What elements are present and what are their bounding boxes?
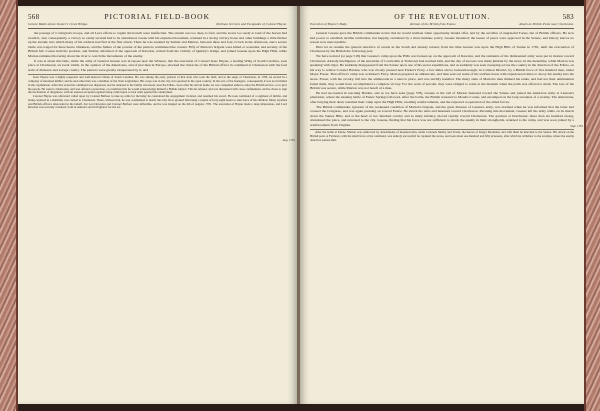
footnote: After the battle at Eutaw, Marion was reinforced by detachments of mounted men, under Colonels Shelby and Sevier, the heroes of King's Mountain, and with them he marched to the Santee. His attack on the British posts at Fairlawn, with the small force at his command, was entirely successful; he captured the stores, and took about one hundred and fifty prisoners, after which he withdrew to the swamps, where the enemy dared not pursue him.	[310, 130, 574, 142]
left-marginal-date: Aug. 1781	[282, 138, 295, 142]
right-page-number: 583	[562, 13, 574, 21]
paragraph: the passage of Covington's troops, and all Lee's efforts to regain the branch were ineffectual. The stream was too deep to ford, and the stores too ready to land of the horses had swum it, and, consequently, a victory so easily secured had to be abandoned. Green with his exploited horsemen, returned in a strong calvary horse and other buildings a little further up the stream; into which many of his soldiers had fled at the first attack. There he was assailed by Sumter and Marion, between three and four o'clock in the afternoon, and a severe battle was waged for three hours. Darkness, and the failure of the powder of the patriots, terminated the contest. Fifty of Marion's brigade were killed or wounded, and seventy of the British fell. Coates held his position, and Sumter, informed of the approach of Rawdon, retired from the vicinity of Quinby's bridge, and joined Greene upon the High Hills, while Marion remained hovering about the river to watch the movements of the enemy.	[28, 31, 287, 58]
left-running-head	[28, 12, 287, 21]
left-side-heads	[28, 21, 287, 29]
paragraph: It was at about this time, while the army of General Greene was in repose near the Wateree, that the execution of Colonel Isaac Hayne, a leading Whig of South Carolina, took place at Charleston; an event which, in the opinion of the Americans, and of just men in Europe, shocked the character of the British officer in command at Charleston with the foul stain of dishonor and savage cruelty. The patriots were greatly exasperated by it, and	[28, 58, 287, 72]
paragraph: Here let us resume the general narrative of events in the South and already related, from the time Greene was upon the High Hills of Santee in 1781, until the evacuation of Charleston by the British the following year.	[310, 44, 574, 54]
right-side-head: Attack on British Posts near Charleston.	[518, 22, 574, 26]
paragraph: General Greene gave the British commander notice that he would retaliate when opportunity should offer, and by the sacrifice of ungrateful Tories, but of British officers. He now had power to establish terrible retribution, but happily, restrained by a more humane policy, Greene hesitated; the issues of peace were approved in the Senate, and history knows no reason now unacceptable.	[310, 31, 574, 45]
left-side-head: Greene Battle above Sumter's Creek Bridge.	[28, 22, 88, 26]
right-footnotes	[310, 129, 574, 142]
paragraph: We have noticed (at page 518) that Greene's camp upon the Hills was broken up on the approach of Rawdon, and the remnants of his dismounted army were put in motion toward Charleston. Already intelligence of the surrender of Cornwallis at Yorktown had reached him, and the day of success was made jubilant by the news. In the meantime, while Marion was speaking with vigor. He suddenly disappeared from the Santee upon one of his secret expeditions, and as suddenly was seen sweeping across the country in the direction of the Edisto, on his way to relieve Colonel Harden, who was closely pressed near Parker's Ferry, a few miles above Jacksonborough, in Colleton District, by a British force of five hundred men, under Major Fraser. That officer's camp was at Parker's Ferry. Marion prepared an ambuscade, and then sent out some of his swiftest horse with experienced riders to decoy his enemy into the snare. Fraser, with his cavalry, fell into the ambuscade in a narrow place, and was terribly handled. The many slain of Marion's men thinned his ranks, and had not their ammunition failed them, they would have accomplished a complete victory. For the want of powder, they were obliged to retire at the moment when the palm was offered to them. The loss of the British was severe, while Marion was not bereft of a man.	[310, 53, 574, 91]
left-body-text	[28, 31, 287, 72]
footnote: Colonel Hayne was afterward called upon by Colonel Balfour to take up arms for the king; he considered his engagement violated, and resumed his sword. He took command of a regiment of militia, and being captured in a skirmish, was carried to Charleston. There, without trial, he was condemned to death; the only favor granted him being a respite of forty-eight hours to take leave of his children. Many loyalists and British officers interceded in his behalf, but Lord Rawdon and Colonel Balfour were inflexible, and he was hanged on the 4th of August, 1781. The execution of Hayne made a deep impression, and Lord Rawdon was severely censured, both in America and in England, for the act.	[28, 94, 287, 110]
left-side-head: Partisan Services and Escapades of Colonel Hayne.	[216, 22, 287, 26]
paragraph: He had succeeded in rescuing Harden, and as we have seen (page 578), Greene at the call of Marion hastened toward the Santee and joined the American army at Laurens's plantation, where the ensuing battle of Eutaw Springs followed. After the battle, the British retreated to Monk's Corner, and encamped on the long savannas of a swamp. The Americans, after burying their dead, resumed their camp upon the High Hills, awaiting reinforcements, and the expected cooperation of the allied forces.	[310, 90, 574, 104]
right-side-heads	[310, 21, 574, 29]
right-page	[300, 6, 584, 404]
left-page	[18, 6, 297, 404]
left-footnotes	[28, 74, 287, 110]
left-page-title: PICTORIAL FIELD-BOOK	[104, 12, 211, 21]
left-page-edge-marbled	[0, 0, 18, 411]
left-page-number: 568	[28, 13, 40, 21]
right-side-head: Execution of Hayne's Body.	[310, 22, 348, 26]
right-marginal-date: Sept. 1781	[570, 124, 583, 128]
paragraph: The British commander, ignorant of the weakened condition of Marion's brigade, and the great distance of Greene's army, was alarmed when he was informed that the latter had crossed the Congaree, and was again pressing on toward Eutaw. He struck his tents and hastened toward Charleston. Pursuing this movement, Greene left his army while on its march down the Santee Hills, and at the head of two hundred cavalry and as many infantry, moved rapidly toward Charleston. The garrison at Dorchester, more than six hundred strong, abandoned the place, and retreated to the city. Greene, finding that his force was not sufficient to attack the enemy in their strongholds, returned to his camp, and was soon joined by a reinforcement from Virginia.	[310, 104, 574, 127]
right-page-title: OF THE REVOLUTION.	[394, 12, 491, 21]
right-body-text	[310, 31, 574, 127]
right-side-head: Retreat of the British from Eutaw.	[410, 22, 456, 26]
right-page-edge-marbled	[584, 0, 600, 411]
right-running-head	[310, 12, 574, 21]
footnote: Isaac Hayne was a highly respected and well-beloved citizen of South Carolina. He was among the early patriots of that state who took the field, and at the siege of Charleston, in 1780, he served in a company of mounted militia; and he and other men was a member of the State Legislature. His corps was in the city, but operated in the open country. In the rear of the besiegers, consequently it was not included in the capitulation. After that event his command was dispersed, and he returned to his family and estate, near the Edisto. Soon after his arrival home, he was compelled either to enter the British service, or to give his parole. He went to Charleston, and was offered a protection, on condition that he would acknowledge himself a British subject. This he refused, and was threatened with close confinement, and he chose to sign the declaration of allegiance, with an express exception against being called upon to bear arms against his countrymen.	[28, 75, 287, 95]
